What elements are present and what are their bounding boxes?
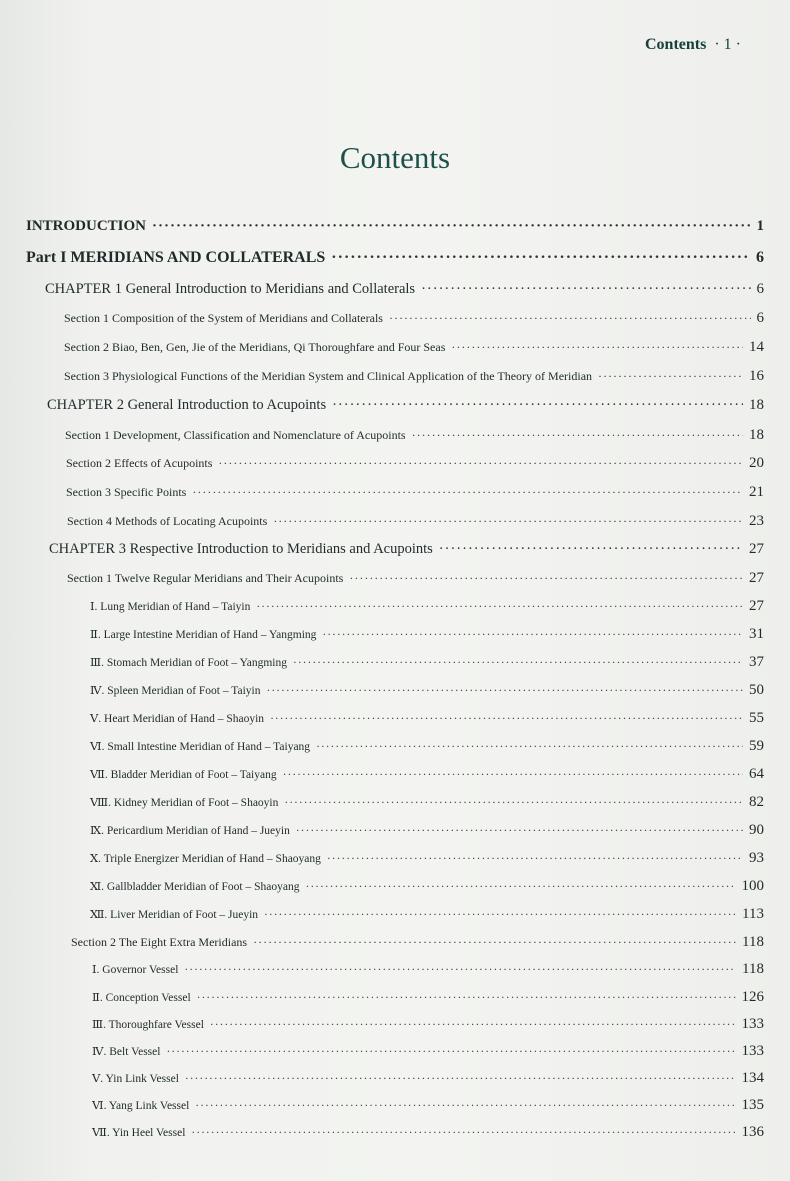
leader-dots bbox=[316, 741, 743, 753]
toc-entry-label: Ⅻ. Liver Meridian of Foot – Jueyin bbox=[90, 909, 259, 921]
toc-entry-page: 133 bbox=[741, 1043, 764, 1059]
toc-entry-page: 31 bbox=[749, 626, 764, 642]
toc-entry-label: Ⅵ. Small Intestine Meridian of Hand – Taiyang bbox=[90, 741, 311, 753]
toc-entry-page: 27 bbox=[749, 598, 764, 614]
toc-entry-page: 90 bbox=[749, 822, 764, 838]
toc-entry-page: 37 bbox=[749, 654, 764, 670]
toc-entry-vessel[interactable] bbox=[92, 1016, 764, 1033]
toc-entry-page: 133 bbox=[741, 1016, 764, 1032]
leader-dots bbox=[598, 369, 743, 384]
toc-entry-page: 113 bbox=[742, 906, 764, 922]
toc-entry-label: Ⅷ. Kidney Meridian of Foot – Shaoyin bbox=[90, 797, 279, 809]
toc-entry-label: Ⅱ. Large Intestine Meridian of Hand – Yangming bbox=[90, 629, 317, 641]
leader-dots bbox=[284, 797, 743, 809]
toc-entry-label: CHAPTER 1 General Introduction to Meridians and Collaterals bbox=[45, 281, 416, 297]
toc-entry-meridian[interactable] bbox=[90, 738, 764, 755]
toc-entry-page: 126 bbox=[741, 989, 764, 1005]
toc-entry-part-1[interactable] bbox=[26, 249, 764, 267]
leader-dots bbox=[192, 485, 743, 500]
leader-dots bbox=[331, 249, 750, 267]
toc-entry-label: Ⅶ. Bladder Meridian of Foot – Taiyang bbox=[90, 769, 277, 781]
leader-dots bbox=[264, 909, 736, 921]
toc-entry-chapter-3[interactable] bbox=[49, 541, 764, 558]
leader-dots bbox=[293, 657, 743, 669]
toc-entry-page: 64 bbox=[749, 766, 764, 782]
toc-entry-meridian[interactable] bbox=[90, 878, 764, 895]
page-number: · 1 · bbox=[714, 36, 741, 53]
leader-dots bbox=[332, 397, 743, 414]
toc-entry-page: 21 bbox=[749, 484, 764, 500]
toc-entry-meridian[interactable] bbox=[90, 822, 764, 839]
toc-entry-page: 6 bbox=[756, 249, 764, 266]
toc-entry-label: Ⅳ. Belt Vessel bbox=[92, 1046, 161, 1058]
leader-dots bbox=[327, 853, 743, 865]
toc-entry-page: 27 bbox=[749, 541, 764, 557]
leader-dots bbox=[210, 1019, 736, 1031]
toc-entry-vessel[interactable] bbox=[92, 989, 764, 1006]
toc-entry-meridian[interactable] bbox=[90, 906, 764, 923]
toc-entry-meridian[interactable] bbox=[90, 794, 764, 811]
toc-entry-label: Part I MERIDIANS AND COLLATERALS bbox=[26, 249, 326, 266]
toc-entry-page: 100 bbox=[741, 878, 764, 894]
toc-entry-label: Ⅹ. Triple Energizer Meridian of Hand – Shaoyang bbox=[90, 853, 321, 865]
leader-dots bbox=[256, 601, 743, 613]
leader-dots bbox=[218, 456, 743, 471]
toc-entry-section[interactable] bbox=[66, 484, 764, 501]
toc-entry-label: Ⅰ. Lung Meridian of Hand – Taiyin bbox=[90, 601, 251, 613]
leader-dots bbox=[349, 571, 743, 586]
toc-entry-label: CHAPTER 3 Respective Introduction to Meridians and Acupoints bbox=[49, 541, 433, 557]
toc-entry-page: 134 bbox=[741, 1070, 764, 1086]
toc-entry-label: Section 2 Effects of Acupoints bbox=[66, 456, 213, 470]
toc-entry-vessel[interactable] bbox=[92, 961, 764, 978]
toc-entry-label: Ⅶ. Yin Heel Vessel bbox=[92, 1127, 186, 1139]
toc-entry-page: 55 bbox=[749, 710, 764, 726]
toc-entry-label: Section 2 Biao, Ben, Gen, Jie of the Meridians, Qi Thoroughfare and Four Seas bbox=[64, 340, 446, 354]
leader-dots bbox=[191, 1127, 735, 1139]
leader-dots bbox=[185, 1073, 736, 1085]
leader-dots bbox=[197, 992, 736, 1004]
toc-entry-page: 6 bbox=[756, 281, 764, 297]
toc-entry-label: CHAPTER 2 General Introduction to Acupoints bbox=[47, 397, 327, 413]
toc-entry-label: Ⅴ. Heart Meridian of Hand – Shaoyin bbox=[90, 713, 265, 725]
page-title: Contents bbox=[339, 140, 451, 175]
toc-entry-page: 82 bbox=[749, 794, 764, 810]
toc-entry-page: 118 bbox=[742, 934, 764, 950]
toc-entry-label: Section 3 Physiological Functions of the Meridian System and Clinical Application of the Theory of Meridian bbox=[64, 369, 593, 383]
toc-entry-page: 6 bbox=[756, 310, 764, 326]
leader-dots bbox=[322, 629, 743, 641]
toc-entry-section[interactable] bbox=[67, 513, 764, 530]
toc-entry-page: 59 bbox=[749, 738, 764, 754]
toc-entry-page: 135 bbox=[741, 1097, 764, 1113]
toc-entry-page: 20 bbox=[749, 455, 764, 471]
toc-entry-page: 16 bbox=[749, 368, 764, 384]
toc-entry-page: 14 bbox=[749, 339, 764, 355]
leader-dots bbox=[283, 769, 743, 781]
toc-entry-label: Ⅲ. Thoroughfare Vessel bbox=[92, 1019, 204, 1031]
leader-dots bbox=[273, 514, 743, 529]
leader-dots bbox=[296, 825, 743, 837]
toc-entry-meridian[interactable] bbox=[90, 598, 764, 615]
toc-entry-label: Section 2 The Eight Extra Meridians bbox=[71, 935, 248, 949]
toc-entry-page: 1 bbox=[756, 218, 764, 234]
toc-entry-chapter-1[interactable] bbox=[45, 281, 764, 298]
toc-entry-label: Ⅸ. Pericardium Meridian of Hand – Jueyin bbox=[90, 825, 290, 837]
toc-entry-meridian[interactable] bbox=[90, 766, 764, 783]
leader-dots bbox=[166, 1046, 735, 1058]
toc-entry-section[interactable] bbox=[64, 310, 764, 327]
leader-dots bbox=[195, 1100, 735, 1112]
toc-entry-label: Section 4 Methods of Locating Acupoints bbox=[67, 514, 268, 528]
toc-entry-meridian[interactable] bbox=[90, 654, 764, 671]
toc-entry-page: 18 bbox=[749, 397, 764, 413]
leader-dots bbox=[267, 685, 744, 697]
toc-entry-page: 93 bbox=[749, 850, 764, 866]
toc-entry-label: Section 1 Twelve Regular Meridians and Their Acupoints bbox=[67, 571, 344, 585]
toc-entry-label: INTRODUCTION bbox=[26, 218, 147, 234]
toc-entry-section[interactable] bbox=[64, 339, 764, 356]
leader-dots bbox=[270, 713, 743, 725]
toc-entry-section[interactable] bbox=[64, 368, 764, 385]
leader-dots bbox=[439, 541, 743, 558]
toc-entry-meridian[interactable] bbox=[90, 626, 764, 643]
toc-entry-introduction[interactable] bbox=[26, 218, 764, 235]
toc-entry-label: Ⅱ. Conception Vessel bbox=[92, 992, 191, 1004]
toc-entry-label: Section 3 Specific Points bbox=[66, 485, 187, 499]
toc-entry-label: Ⅺ. Gallbladder Meridian of Foot – Shaoyang bbox=[90, 881, 300, 893]
toc-entry-section[interactable] bbox=[66, 455, 764, 472]
toc-entry-page: 23 bbox=[749, 513, 764, 529]
toc-entry-vessel[interactable] bbox=[92, 1070, 764, 1087]
toc-entry-section[interactable] bbox=[65, 427, 764, 444]
leader-dots bbox=[421, 281, 750, 298]
toc-entry-label: Section 1 Composition of the System of Meridians and Collaterals bbox=[64, 311, 383, 325]
toc-entry-label: Ⅳ. Spleen Meridian of Foot – Taiyin bbox=[90, 685, 261, 697]
leader-dots bbox=[152, 218, 750, 235]
leader-dots bbox=[451, 340, 743, 355]
toc-entry-page: 18 bbox=[749, 427, 764, 443]
toc-entry-label: Ⅲ. Stomach Meridian of Foot – Yangming bbox=[90, 657, 288, 669]
toc-entry-meridian[interactable] bbox=[90, 850, 764, 867]
toc-entry-label: Section 1 Development, Classification and Nomenclature of Acupoints bbox=[65, 428, 406, 442]
leader-dots bbox=[389, 311, 751, 326]
toc-entry-label: Ⅵ. Yang Link Vessel bbox=[92, 1100, 190, 1112]
toc-entry-vessel[interactable] bbox=[92, 1043, 764, 1060]
toc-entry-meridian[interactable] bbox=[90, 682, 764, 699]
leader-dots bbox=[412, 428, 743, 443]
toc-entry-label: Ⅴ. Yin Link Vessel bbox=[92, 1073, 179, 1085]
toc-entry-section[interactable] bbox=[71, 934, 764, 951]
toc-entry-vessel[interactable] bbox=[92, 1124, 764, 1141]
toc-entry-page: 27 bbox=[749, 570, 764, 586]
toc-entry-vessel[interactable] bbox=[92, 1097, 764, 1114]
toc-entry-page: 50 bbox=[749, 682, 764, 698]
toc-entry-meridian[interactable] bbox=[90, 710, 764, 727]
toc-entry-page: 118 bbox=[742, 961, 764, 977]
leader-dots bbox=[184, 964, 736, 976]
leader-dots bbox=[253, 935, 736, 950]
toc-entry-section[interactable] bbox=[67, 570, 764, 587]
running-title: Contents bbox=[645, 36, 707, 53]
leader-dots bbox=[305, 881, 735, 893]
toc-entry-page: 136 bbox=[741, 1124, 764, 1140]
toc-entry-label: Ⅰ. Governor Vessel bbox=[92, 964, 179, 976]
toc-entry-chapter-2[interactable] bbox=[47, 397, 764, 414]
